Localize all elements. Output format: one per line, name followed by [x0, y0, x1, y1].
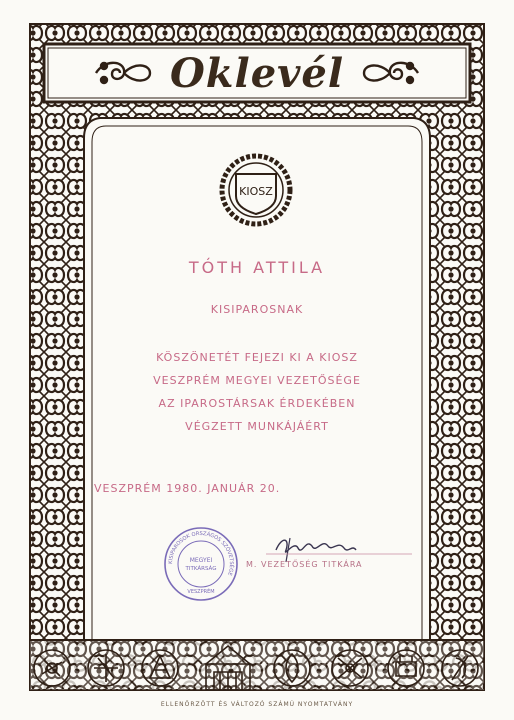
guild-emblem-icon	[34, 650, 70, 686]
guild-emblem-icon	[274, 650, 310, 686]
certificate-body	[0, 346, 514, 438]
signer-title: M. VEZETŐSÉG TITKÁRA	[246, 560, 363, 569]
body-line: VESZPRÉM MEGYEI VEZETŐSÉGE	[153, 374, 361, 387]
guild-emblem-icon	[142, 650, 178, 686]
guild-emblem-icon	[88, 650, 124, 686]
issue-date: VESZPRÉM 1980. JANUÁR 20.	[94, 482, 281, 495]
recipient-name: TÓTH ATTILA	[188, 258, 326, 277]
body-line: KÖSZÖNETÉT FEJEZI KI A KIOSZ	[156, 351, 358, 364]
stamp-center-line1: MEGYEI	[189, 557, 213, 564]
official-stamp-icon	[162, 525, 240, 603]
stamp-bottom-text: VESZPRÉM	[187, 589, 215, 595]
body-line: AZ IPAROSTÁRSAK ÉRDEKÉBEN	[158, 397, 356, 410]
guild-emblem-icon	[206, 646, 250, 690]
body-line: VÉGZETT MUNKÁJÁÉRT	[185, 420, 329, 433]
recipient-role: KISIPAROSNAK	[210, 303, 304, 316]
emblem-text: KIOSZ	[239, 185, 273, 198]
kiosz-emblem-icon	[216, 150, 296, 230]
guild-emblem-icon	[332, 650, 368, 686]
stamp-ring-text: KISIPAROSOK ORSZÁGOS SZÖVETSÉGE	[167, 530, 235, 577]
printer-note: ELLENŐRZÖTT ÉS VÁLTOZÓ SZÁMÚ NYOMTATVÁNY	[160, 701, 354, 708]
guild-emblems-row	[30, 640, 484, 698]
guild-emblem-icon	[388, 650, 424, 686]
title-band	[44, 46, 470, 100]
stamp-center-line2: TITKÁRSÁG	[185, 566, 217, 572]
guild-emblem-icon	[442, 650, 478, 686]
certificate-title: Oklevél	[169, 49, 345, 97]
